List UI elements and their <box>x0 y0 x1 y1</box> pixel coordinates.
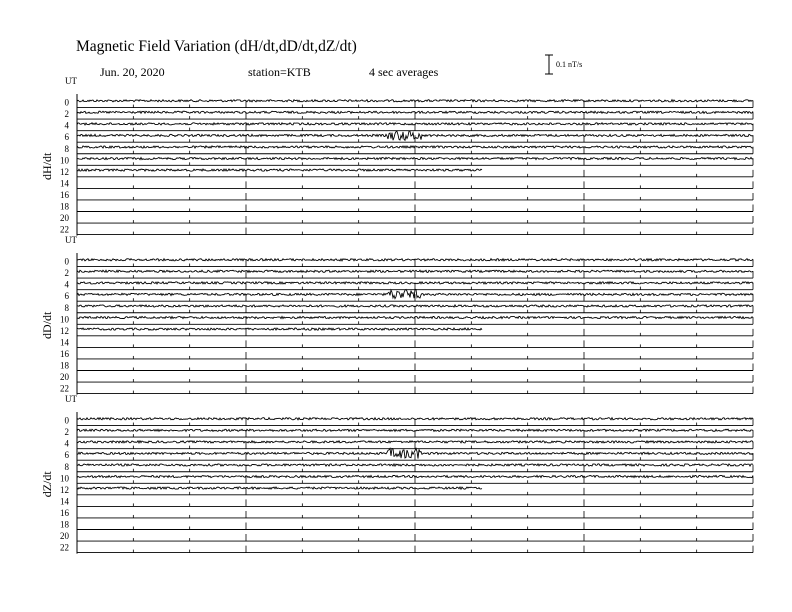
row-label-20: 20 <box>60 372 69 383</box>
row-label-14: 14 <box>60 178 69 189</box>
row-label-8: 8 <box>64 302 69 313</box>
row-label-14: 14 <box>60 496 69 507</box>
row-label-22: 22 <box>60 383 69 394</box>
row-label-2: 2 <box>64 427 69 438</box>
row-label-6: 6 <box>64 132 69 143</box>
row-label-18: 18 <box>60 360 69 371</box>
row-label-18: 18 <box>60 519 69 530</box>
row-label-0: 0 <box>64 256 69 267</box>
row-label-12: 12 <box>60 484 69 495</box>
ut-label: UT <box>65 394 77 404</box>
trace-row-10 <box>77 475 753 477</box>
y-axis-label: dH/dt <box>40 152 54 180</box>
row-label-8: 8 <box>64 461 69 472</box>
scale-bar-label: 0.1 nT/s <box>556 60 583 69</box>
row-label-22: 22 <box>60 224 69 235</box>
panel-dD-dt <box>40 235 753 395</box>
trace-row-12 <box>77 487 482 489</box>
y-axis-label: dD/dt <box>40 311 54 339</box>
trace-row-12 <box>77 328 482 330</box>
row-label-12: 12 <box>60 166 69 177</box>
row-label-2: 2 <box>64 268 69 279</box>
row-label-8: 8 <box>64 143 69 154</box>
row-label-14: 14 <box>60 337 69 348</box>
station-label: station=KTB <box>248 65 311 79</box>
ut-label: UT <box>65 76 77 86</box>
row-label-16: 16 <box>60 348 69 359</box>
row-label-16: 16 <box>60 507 69 518</box>
row-label-4: 4 <box>64 438 69 449</box>
panel-dH-dt <box>40 76 753 236</box>
trace-row-2 <box>77 429 753 431</box>
row-label-10: 10 <box>60 314 69 325</box>
row-label-22: 22 <box>60 542 69 553</box>
y-axis-label: dZ/dt <box>40 471 54 498</box>
trace-row-8 <box>77 464 753 466</box>
row-label-20: 20 <box>60 213 69 224</box>
row-label-10: 10 <box>60 155 69 166</box>
ut-label: UT <box>65 235 77 245</box>
row-label-6: 6 <box>64 450 69 461</box>
date-label: Jun. 20, 2020 <box>100 65 165 79</box>
row-label-2: 2 <box>64 109 69 120</box>
row-label-12: 12 <box>60 325 69 336</box>
panel-dZ-dt <box>40 394 753 554</box>
row-label-6: 6 <box>64 291 69 302</box>
row-label-20: 20 <box>60 531 69 542</box>
chart-title: Magnetic Field Variation (dH/dt,dD/dt,dZ/dt) <box>76 38 357 55</box>
row-label-0: 0 <box>64 97 69 108</box>
averaging-label: 4 sec averages <box>369 65 439 79</box>
scale-bar <box>545 55 553 74</box>
row-label-16: 16 <box>60 189 69 200</box>
row-label-18: 18 <box>60 201 69 212</box>
trace-row-12 <box>77 169 482 171</box>
row-label-0: 0 <box>64 415 69 426</box>
row-label-4: 4 <box>64 279 69 290</box>
row-label-4: 4 <box>64 120 69 131</box>
row-label-10: 10 <box>60 473 69 484</box>
